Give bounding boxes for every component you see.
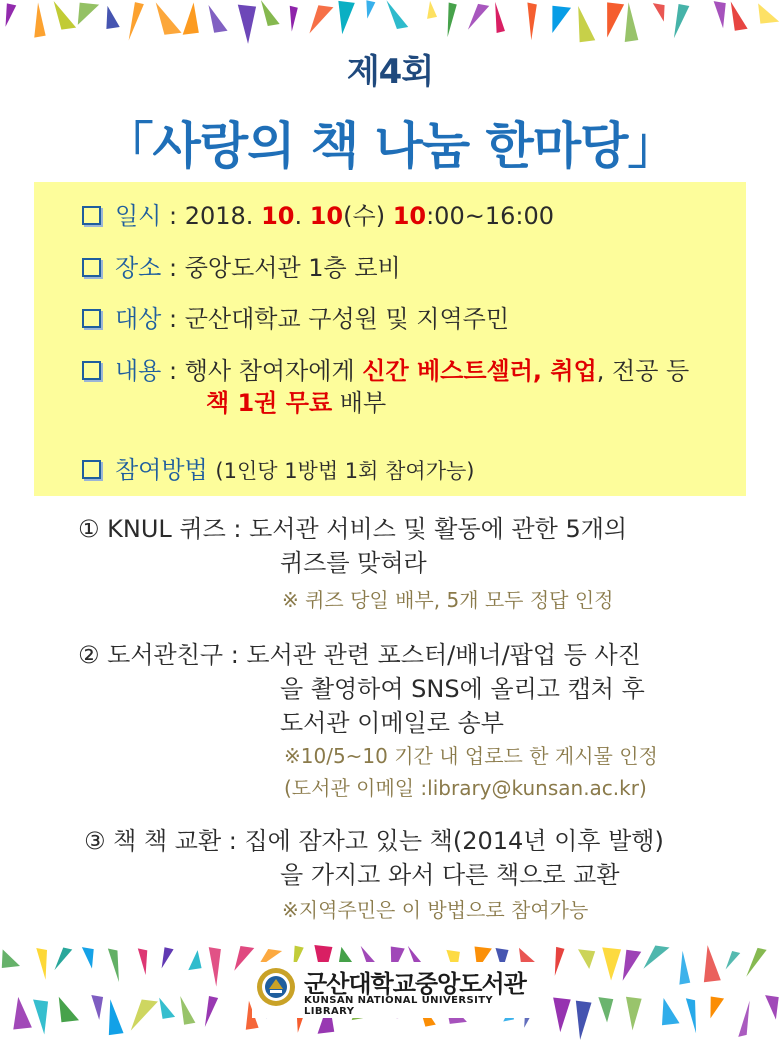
info-content: 내용 : 행사 참여자에게 신간 베스트셀러, 취업, 전공 등 — [82, 355, 689, 387]
info-place: 장소 : 중앙도서관 1층 로비 — [82, 252, 401, 284]
section-quiz-line2: 퀴즈를 맞혀라 — [280, 549, 427, 577]
confetti-piece — [131, 999, 158, 1030]
confetti-piece — [59, 997, 79, 1023]
confetti-piece — [138, 948, 147, 975]
confetti-piece — [731, 2, 748, 31]
library-name-korean: 군산대학교중앙도서관 — [304, 970, 526, 998]
confetti-piece — [2, 949, 20, 968]
confetti-piece — [602, 947, 621, 980]
confetti-piece — [183, 2, 199, 34]
confetti-piece — [91, 995, 103, 1020]
confetti-piece — [552, 6, 571, 33]
confetti-piece — [109, 999, 124, 1035]
confetti-piece — [36, 948, 47, 980]
confetti-piece — [13, 997, 32, 1030]
confetti-piece — [159, 998, 175, 1019]
confetti-piece — [129, 2, 144, 40]
confetti-piece — [765, 995, 779, 1019]
confetti-piece — [495, 2, 505, 33]
section-friend-note2: (도서관 이메일 :library@kunsan.ac.kr) — [284, 776, 647, 800]
confetti-piece — [34, 2, 45, 37]
confetti-piece — [188, 950, 201, 970]
section-friend-note1: ※10/5~10 기간 내 업로드 한 게시물 인정 — [284, 744, 658, 768]
confetti-piece — [555, 947, 565, 976]
confetti-piece — [106, 6, 119, 29]
confetti-piece — [576, 1001, 592, 1040]
confetti-piece — [710, 997, 724, 1019]
confetti-piece — [607, 2, 624, 37]
section-exchange-line2: 을 가지고 와서 다른 책으로 교환 — [280, 861, 620, 889]
info-content-continued: 책 1권 무료 배부 — [206, 389, 387, 417]
confetti-piece — [309, 5, 333, 33]
confetti-piece — [290, 6, 298, 32]
section-friend-head: ② 도서관친구 : 도서관 관련 포스터/배너/팝업 등 사진 — [78, 641, 641, 669]
confetti-piece — [468, 4, 489, 30]
confetti-piece — [209, 947, 221, 987]
confetti-piece — [553, 997, 571, 1032]
section-exchange-note: ※지역주민은 이 방법으로 참여가능 — [282, 898, 589, 922]
info-box — [34, 182, 746, 496]
info-datetime: 일시 : 2018. 10. 10(수) 10:00~16:00 — [82, 200, 554, 232]
section-exchange-head: ③ 책 책 교환 : 집에 잠자고 있는 책(2014년 이후 발행) — [84, 827, 664, 855]
confetti-piece — [662, 998, 680, 1025]
library-name-english: KUNSAN NATIONAL UNIVERSITY LIBRARY — [304, 995, 494, 1017]
confetti-piece — [625, 2, 639, 42]
edition-label: 제4회 — [346, 52, 434, 92]
confetti-piece — [674, 4, 689, 38]
confetti-piece — [726, 951, 741, 970]
confetti-piece — [679, 951, 690, 985]
checkbox-bullet-icon — [82, 206, 101, 225]
confetti-piece — [54, 1, 76, 30]
info-method: 참여방법 (1인당 1방법 1회 참여가능) — [82, 454, 474, 487]
section-quiz-head: ① KNUL 퀴즈 : 도서관 서비스 및 활동에 관한 5개의 — [78, 515, 628, 543]
info-target: 대상 : 군산대학교 구성원 및 지역주민 — [82, 303, 509, 335]
confetti-piece — [738, 1001, 749, 1037]
confetti-piece — [623, 950, 642, 981]
confetti-piece — [261, 0, 280, 26]
section-friend-line3: 도서관 이메일로 송부 — [280, 709, 504, 737]
confetti-piece — [238, 5, 256, 44]
confetti-piece — [714, 1, 726, 28]
library-logo — [252, 962, 542, 1018]
confetti-piece — [54, 947, 72, 970]
section-friend-line2: 을 촬영하여 SNS에 올리고 캡처 후 — [280, 675, 645, 703]
confetti-piece — [108, 949, 119, 983]
confetti-piece — [386, 0, 408, 29]
confetti-piece — [653, 3, 665, 21]
checkbox-bullet-icon — [82, 258, 101, 277]
confetti-piece — [6, 3, 17, 26]
checkbox-bullet-icon — [82, 460, 101, 479]
confetti-piece — [208, 5, 227, 33]
confetti-piece — [598, 997, 613, 1022]
confetti-piece — [527, 3, 536, 41]
confetti-piece — [156, 2, 182, 34]
confetti-piece — [205, 996, 218, 1027]
confetti-piece — [427, 1, 437, 19]
checkbox-bullet-icon — [82, 361, 101, 380]
section-quiz-note: ※ 퀴즈 당일 배부, 5개 모두 정답 인정 — [282, 588, 614, 612]
confetti-piece — [626, 997, 642, 1031]
university-seal-icon — [256, 967, 296, 1007]
confetti-piece — [338, 1, 354, 34]
event-title: 「사랑의 책 나눔 한마당」 — [103, 117, 677, 175]
confetti-piece — [448, 2, 457, 37]
confetti-piece — [758, 3, 779, 23]
confetti-piece — [33, 1000, 48, 1035]
confetti-piece — [366, 0, 375, 18]
confetti-piece — [162, 947, 174, 968]
checkbox-bullet-icon — [82, 309, 101, 328]
confetti-piece — [746, 948, 766, 977]
confetti-piece — [78, 3, 99, 25]
confetti-piece — [643, 946, 669, 969]
confetti-piece — [180, 996, 195, 1025]
confetti-piece — [578, 949, 595, 969]
confetti-piece — [686, 998, 696, 1033]
confetti-piece — [704, 945, 721, 982]
confetti-piece — [82, 947, 94, 969]
confetti-piece — [578, 6, 595, 42]
